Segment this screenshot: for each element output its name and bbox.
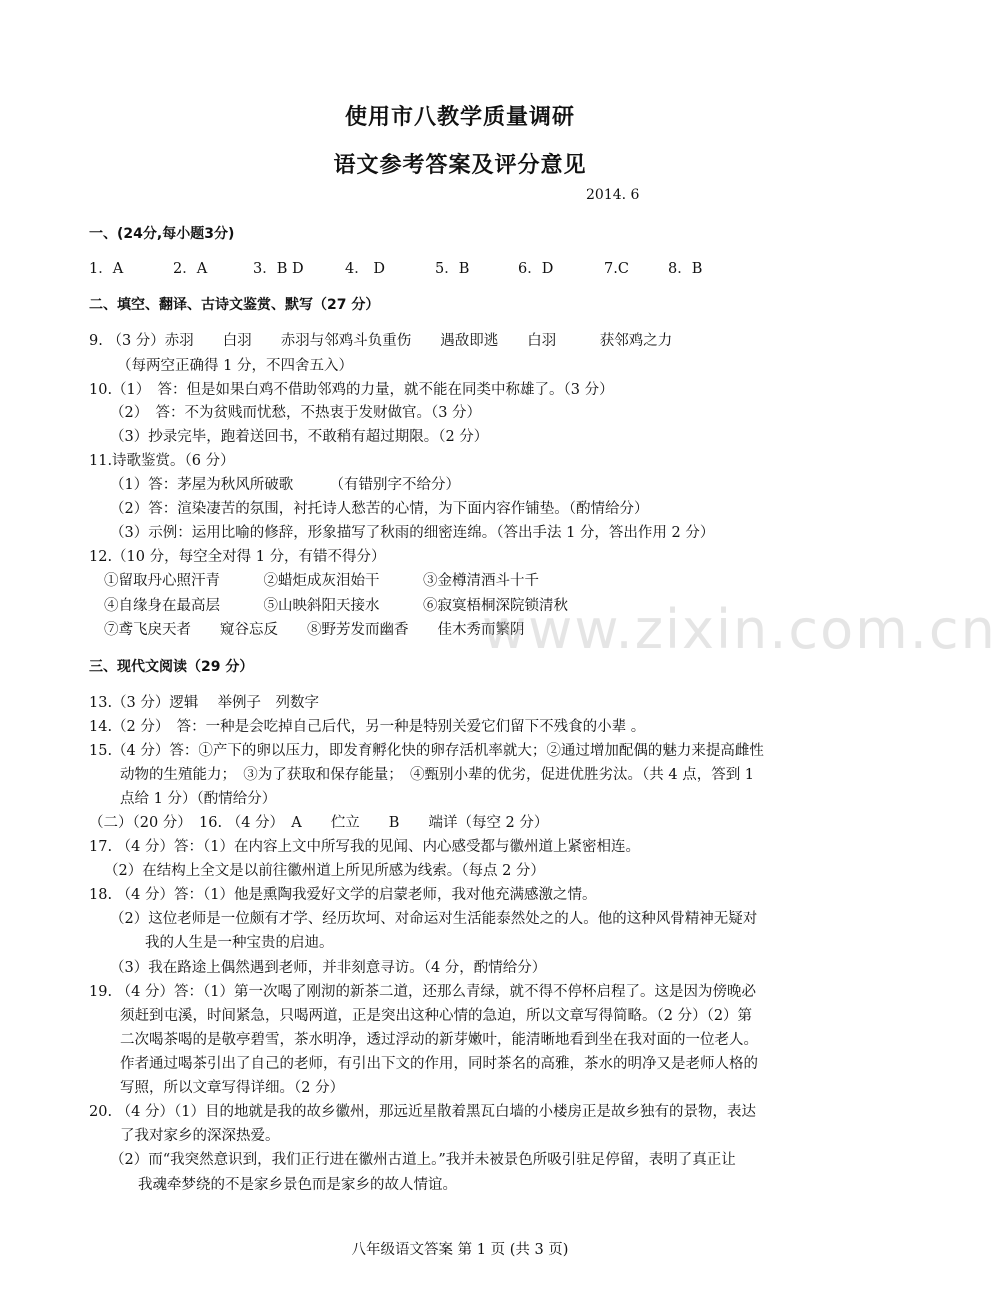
answer-line: 写照，所以文章写得详细。（2 分） (120, 1080, 345, 1096)
section-3-heading: 三、现代文阅读（29 分） (89, 659, 254, 675)
answer-line: （2）答：渲染凄苦的氛围，衬托诗人愁苦的心情，为下面内容作铺垫。（酌情给分） (110, 501, 649, 517)
answer-line: 9. （3 分）赤羽 白羽 赤羽与邻鸡斗负重伤 遇敌即逃 白羽 获邻鸡之力 (89, 333, 673, 349)
answer-line: 了我对家乡的深深热爱。 (120, 1128, 280, 1144)
watermark: www.zixin.com.cn (482, 598, 997, 661)
answer-line: ④自缘身在最高层 ⑤山映斜阳天接水 ⑥寂寞梧桐深院锁清秋 (104, 598, 568, 614)
answer-line: （1）答：茅屋为秋风所破歌 （有错别字不给分） (110, 477, 460, 493)
answer-line: （3）示例：运用比喻的修辞，形象描写了秋雨的细密连绵。（答出手法 1 分，答出作用 2 分） (110, 525, 715, 541)
mcq-answer: 7.C (604, 261, 629, 277)
answer-line: （2）这位老师是一位颇有才学、经历坎坷、对命运对生活能泰然处之的人。他的这种风骨精神无疑对 (110, 911, 758, 927)
answer-line: 17. （4 分）答：（1）在内容上文中所写我的见闻、内心感受都与徽州道上紧密相连。 (89, 839, 640, 855)
answer-line: 15.（4 分）答：①产下的卵以压力，即发育孵化快的卵存活机率就大；②通过增加配偶的魅力来提高雌性 (89, 743, 764, 759)
mcq-answers-row (89, 259, 702, 279)
page-footer: 八年级语文答案 第 1 页 (共 3 页) (351, 1242, 569, 1258)
answer-line: （3）我在路途上偶然遇到老师，并非刻意寻访。（4 分，酌情给分） (110, 960, 547, 976)
answer-line: 点给 1 分）（酌情给分） (120, 791, 277, 807)
section-2-heading: 二、填空、翻译、古诗文鉴赏、默写（27 分） (89, 297, 380, 313)
answer-line: ⑦鸢飞戾天者 窥谷忘反 ⑧野芳发而幽香 佳木秀而繁阴 (104, 622, 525, 638)
answer-line: 动物的生殖能力； ③为了获取和保存能量； ④甄别小辈的优劣，促进优胜劣汰。（共 4 点，答到 1 (120, 767, 755, 783)
answer-line: （2） 答：不为贫贱而忧愁，不热衷于发财做官。（3 分） (110, 405, 482, 421)
answer-line: 二次喝茶喝的是敬亭碧雪，茶水明净，透过浮动的新芽嫩叶，能清晰地看到坐在我对面的一位老人。 (120, 1032, 758, 1048)
answer-line: 19. （4 分）答：（1）第一次喝了刚沏的新茶二道，还那么青绿，就不得不停杯启程了。这是因为傍晚必 (89, 984, 756, 1000)
mcq-answer: 2．A (173, 261, 208, 277)
answer-line: ①留取丹心照汗青 ②蜡炬成灰泪始干 ③金樽清酒斗十千 (104, 573, 539, 589)
answer-line: 11.诗歌鉴赏。（6 分） (89, 453, 235, 469)
answer-line: 13.（3 分）逻辑 举例子 列数字 (89, 695, 320, 711)
document-title: 使用市八教学质量调研 (344, 105, 575, 130)
document-subtitle: 语文参考答案及评分意见 (333, 153, 587, 178)
section-1-heading: 一、(24分,每小题3分) (89, 226, 235, 242)
answer-line: （每两空正确得 1 分，不四舍五入） (117, 358, 353, 374)
mcq-answer: 3．B D (253, 261, 304, 277)
mcq-answer: 8．B (668, 261, 703, 277)
answer-line: 作者通过喝茶引出了自己的老师，有引出下文的作用，同时茶名的高雅，茶水的明净又是老师人格的 (120, 1056, 758, 1072)
mcq-answer: 6．D (518, 261, 554, 277)
document-date: 2014. 6 (586, 187, 640, 203)
mcq-answer: 5．B (435, 261, 470, 277)
answer-line: （3）抄录完毕，跑着送回书，不敢稍有超过期限。（2 分） (110, 429, 489, 445)
answer-line: 20. （4 分）（1）目的地就是我的故乡徽州，那远近星散着黑瓦白墙的小楼房正是故乡独有的景物，表达 (89, 1104, 756, 1120)
mcq-answer: 1．A (89, 261, 124, 277)
answer-line: 14.（2 分） 答：一种是会吃掉自己后代，另一种是特别关爱它们留下不残食的小辈 。 (89, 719, 646, 735)
answer-line: 我的人生是一种宝贵的启迪。 (145, 935, 334, 951)
answer-line: 12.（10 分，每空全对得 1 分，有错不得分） (89, 549, 386, 565)
answer-line: 我魂牵梦绕的不是家乡景色而是家乡的故人情谊。 (138, 1177, 457, 1193)
answer-line: 18. （4 分）答：（1）他是熏陶我爱好文学的启蒙老师，我对他充满感激之情。 (89, 887, 597, 903)
mcq-answer: 4． D (345, 261, 385, 277)
answer-line: （2）而“我突然意识到，我们正行进在徽州古道上。”我并未被景色所吸引驻足停留，表明了真正让 (110, 1152, 736, 1168)
answer-line: （2）在结构上全文是以前往徽州道上所见所感为线索。（每点 2 分） (104, 863, 545, 879)
answer-line: 10.（1） 答：但是如果白鸡不借助邻鸡的力量，就不能在同类中称雄了。（3 分） (89, 382, 614, 398)
answer-line: （二）（20 分） 16. （4 分） A 伫立 B 端详（每空 2 分） (89, 815, 549, 831)
answer-line: 须赶到屯溪，时间紧急，只喝两道，正是突出这种心情的急迫，所以文章写得简略。（2 分）（2）第 (120, 1008, 753, 1024)
